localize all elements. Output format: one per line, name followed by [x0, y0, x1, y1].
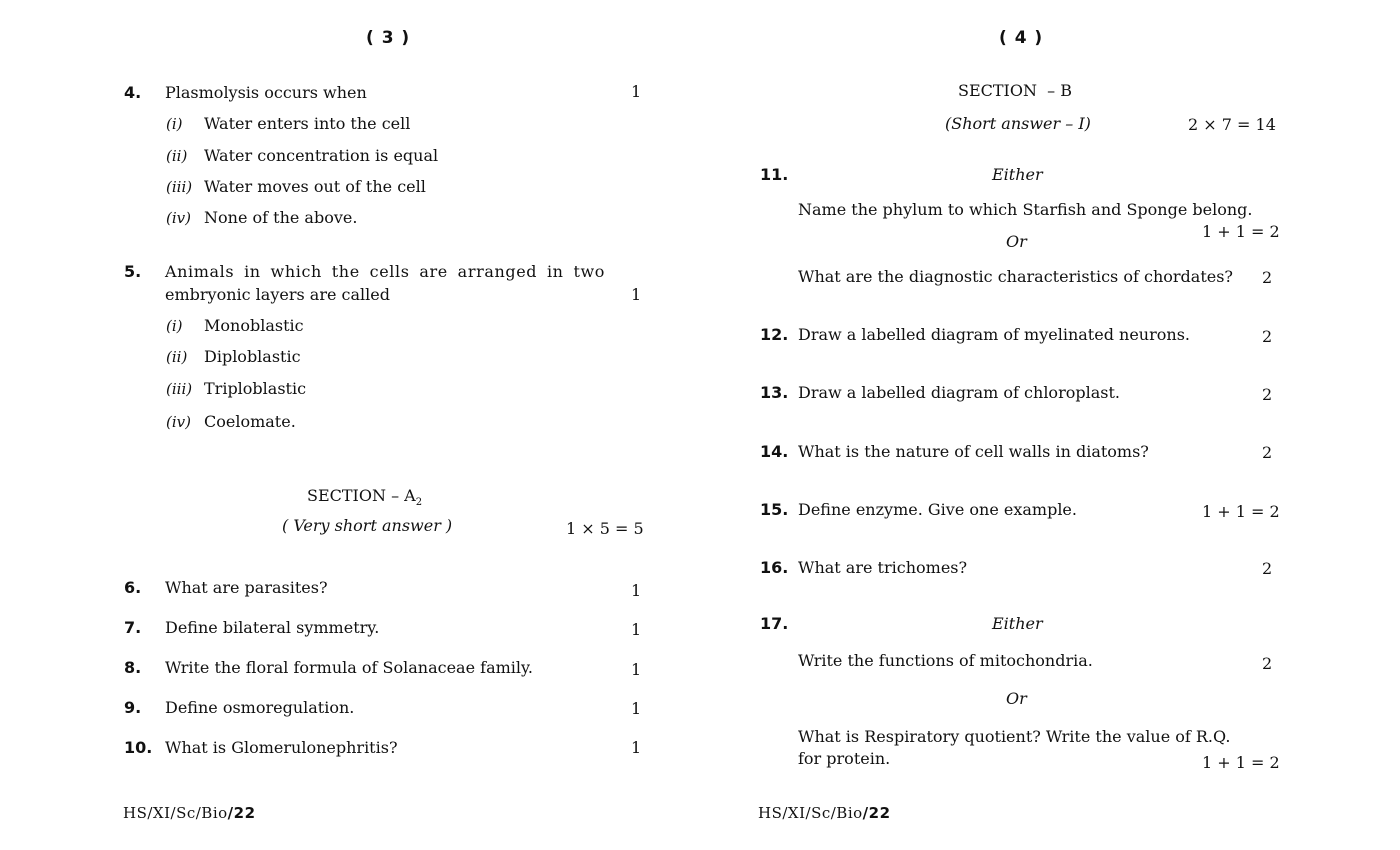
question-marks: 1	[631, 620, 642, 639]
question-text: Write the floral formula of Solanaceae family.	[165, 658, 534, 677]
question-text: Draw a labelled diagram of myelinated neurons.	[798, 325, 1190, 344]
question-text: Define bilateral symmetry.	[165, 618, 380, 637]
or-label: Or	[1006, 689, 1027, 708]
page-footer: HS/XI/Sc/Bio/22	[758, 804, 891, 822]
question-number: 10.	[124, 738, 153, 757]
question-marks: 1	[631, 285, 642, 304]
section-a2-title: SECTION – $A_2$	[307, 486, 423, 509]
option-label: (i)	[166, 115, 183, 133]
either-label: Either	[992, 614, 1043, 633]
question-number: 8.	[124, 658, 142, 677]
or-label: Or	[1006, 232, 1027, 251]
section-b-marks: 2 × 7 = 14	[1188, 115, 1276, 134]
question-marks: 2	[1262, 385, 1273, 404]
option-text: Water concentration is equal	[204, 146, 439, 165]
option-text: None of the above.	[204, 208, 358, 227]
option-label: (iii)	[166, 380, 193, 398]
section-a2-subtitle: ( Very short answer )	[282, 516, 453, 535]
question-text: Plasmolysis occurs when	[165, 83, 367, 102]
question-text-line-1: What is Respiratory quotient? Write the value of R.Q.	[798, 727, 1231, 746]
question-text: Draw a labelled diagram of chloroplast.	[798, 383, 1120, 402]
question-marks: 1	[631, 581, 642, 600]
question-marks: 2	[1262, 268, 1273, 287]
question-text: Define osmoregulation.	[165, 698, 355, 717]
question-number: 15.	[760, 500, 789, 519]
question-text: Name the phylum to which Starfish and Sponge belong.	[798, 200, 1253, 219]
question-marks: 1 + 1 = 2	[1202, 753, 1280, 772]
question-text: Write the functions of mitochondria.	[798, 651, 1093, 670]
question-number: 13.	[760, 383, 789, 402]
option-text: Monoblastic	[204, 316, 304, 335]
question-marks: 2	[1262, 559, 1273, 578]
question-number: 7.	[124, 618, 142, 637]
question-marks: 1	[631, 699, 642, 718]
question-marks: 1 + 1 = 2	[1202, 502, 1280, 521]
question-text-line-2: embryonic layers are called	[165, 285, 390, 304]
option-label: (ii)	[166, 147, 188, 165]
question-text-line-2: for protein.	[798, 749, 891, 768]
option-label: (iv)	[166, 413, 191, 431]
section-b-subtitle: (Short answer – I)	[945, 114, 1091, 133]
option-label: (iii)	[166, 178, 193, 196]
question-number: 5.	[124, 262, 142, 281]
question-text: What are trichomes?	[798, 558, 968, 577]
section-subscript: 2	[415, 497, 423, 509]
question-text: What are parasites?	[165, 578, 328, 597]
question-number: 12.	[760, 325, 789, 344]
question-number: 6.	[124, 578, 142, 597]
question-text: What are the diagnostic characteristics of chordates?	[798, 267, 1234, 286]
page-number-3: ( 3 )	[366, 28, 411, 48]
option-label: (i)	[166, 317, 183, 335]
question-number: 17.	[760, 614, 789, 633]
option-text: Triploblastic	[204, 379, 307, 398]
page-number-4: ( 4 )	[999, 28, 1044, 48]
question-number: 9.	[124, 698, 142, 717]
page-footer: HS/XI/Sc/Bio/22	[123, 804, 256, 822]
question-text: What is the nature of cell walls in diatoms?	[798, 442, 1149, 461]
section-a2-marks: 1 × 5 = 5	[566, 519, 644, 538]
question-marks: 1	[631, 660, 642, 679]
question-number: 14.	[760, 442, 789, 461]
question-text: Define enzyme. Give one example.	[798, 500, 1077, 519]
section-b-title: SECTION – B	[958, 81, 1073, 100]
option-label: (iv)	[166, 209, 191, 227]
option-text: Water moves out of the cell	[204, 177, 426, 196]
question-marks: 1 + 1 = 2	[1202, 222, 1280, 241]
option-text: Coelomate.	[204, 412, 296, 431]
option-label: (ii)	[166, 348, 188, 366]
question-number: 16.	[760, 558, 789, 577]
question-marks: 2	[1262, 327, 1273, 346]
question-text: What is Glomerulonephritis?	[165, 738, 398, 757]
question-number: 11.	[760, 165, 789, 184]
question-marks: 1	[631, 82, 642, 101]
question-marks: 1	[631, 738, 642, 757]
option-text: Diploblastic	[204, 347, 301, 366]
option-text: Water enters into the cell	[204, 114, 411, 133]
question-marks: 2	[1262, 443, 1273, 462]
question-number: 4.	[124, 83, 142, 102]
question-marks: 2	[1262, 654, 1273, 673]
question-text-line-1: Animals in which the cells are arranged in two	[165, 262, 605, 281]
either-label: Either	[992, 165, 1043, 184]
